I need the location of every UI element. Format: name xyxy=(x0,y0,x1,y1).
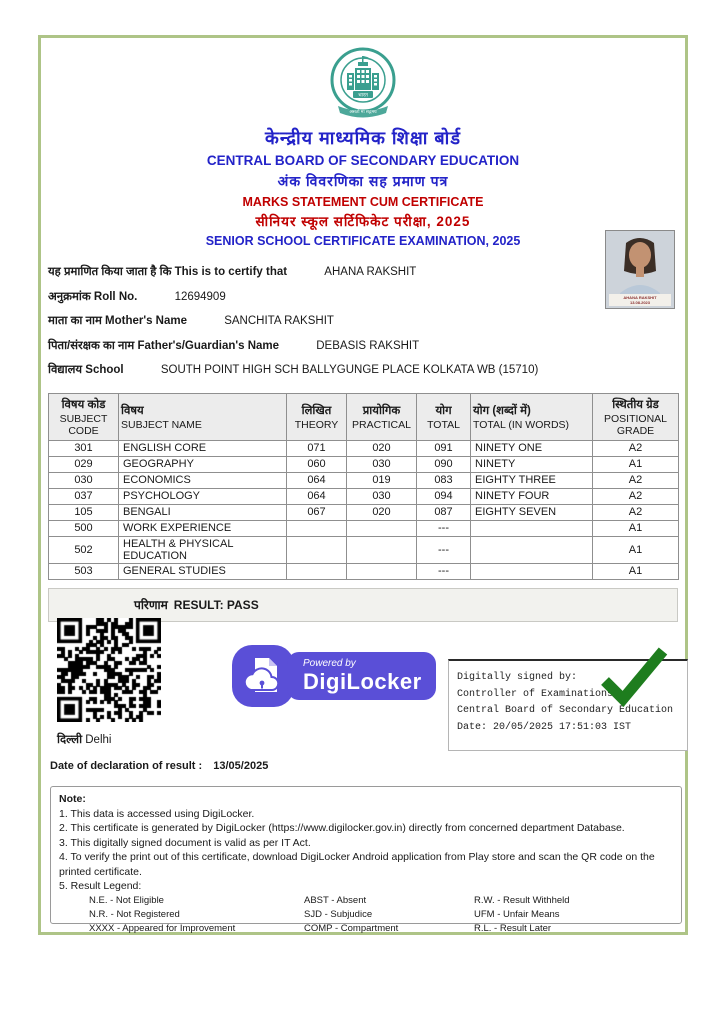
mother-label-hi: माता का नाम xyxy=(48,315,102,327)
marks-table-header-row xyxy=(49,393,679,440)
cell-total: 091 xyxy=(417,440,471,456)
cell-code: 301 xyxy=(49,440,119,456)
cell-name: HEALTH & PHYSICAL EDUCATION xyxy=(119,536,287,563)
cell-words xyxy=(471,520,593,536)
photo-caption-date: 13.08.2023 xyxy=(629,300,651,305)
student-photo xyxy=(605,230,675,309)
mother-line xyxy=(48,309,678,334)
cell-name: BENGALI xyxy=(119,504,287,520)
table-row xyxy=(49,472,679,488)
cell-words: EIGHTY SEVEN xyxy=(471,504,593,520)
certificate-page xyxy=(38,35,688,935)
cell-grade: A1 xyxy=(593,563,679,579)
cell-code: 502 xyxy=(49,536,119,563)
exam-title-hindi: सीनियर स्कूल सर्टिफिकेट परीक्षा, 2025 xyxy=(255,214,471,229)
cell-code: 029 xyxy=(49,456,119,472)
th-total-hi: योग xyxy=(435,404,452,417)
mother-name: SANCHITA RAKSHIT xyxy=(224,315,334,327)
cell-words: EIGHTY THREE xyxy=(471,472,593,488)
cell-theory xyxy=(287,520,347,536)
cell-practical: 020 xyxy=(347,440,417,456)
cell-practical xyxy=(347,536,417,563)
signature-line4: Date: 20/05/2025 17:51:03 IST xyxy=(457,721,632,733)
cell-theory: 067 xyxy=(287,504,347,520)
declaration-label: Date of declaration of result : xyxy=(50,760,203,772)
note-item-1: 1. This data is accessed using DigiLocker. xyxy=(59,807,255,820)
father-label-hi: पिता/संरक्षक का नाम xyxy=(48,339,135,352)
legend-item: UFM - Unfair Means xyxy=(474,908,560,920)
father-name: DEBASIS RAKSHIT xyxy=(316,339,420,352)
th-code-hi: विषय कोड xyxy=(61,398,106,411)
school-name: SOUTH POINT HIGH SCH BALLYGUNGE PLACE KOLKATA WB (15710) xyxy=(160,364,539,376)
legend-item: N.E. - Not Eligible xyxy=(89,894,164,906)
cell-words: NINETY xyxy=(471,456,593,472)
school-line xyxy=(48,358,678,383)
roll-line xyxy=(48,285,678,310)
th-total-en: TOTAL xyxy=(427,418,460,431)
place-english: Delhi xyxy=(85,734,112,746)
cell-theory: 071 xyxy=(287,440,347,456)
table-row xyxy=(49,456,679,472)
cell-name: WORK EXPERIENCE xyxy=(119,520,287,536)
cell-grade: A1 xyxy=(593,520,679,536)
cell-practical xyxy=(347,520,417,536)
th-name-en: SUBJECT NAME xyxy=(121,418,202,431)
place-hindi: दिल्ली xyxy=(57,734,83,746)
cell-total: --- xyxy=(417,536,471,563)
digilocker-badge xyxy=(231,644,436,708)
legend-item: R.W. - Result Withheld xyxy=(474,894,570,906)
th-theory-en: THEORY xyxy=(294,418,339,431)
logo-motto-text: असतो मा सद्गमय xyxy=(349,109,377,114)
declaration-date-line xyxy=(50,760,268,772)
school-label-en: School xyxy=(85,364,124,376)
cell-name: GEOGRAPHY xyxy=(119,456,287,472)
table-row xyxy=(49,536,679,563)
cell-practical: 019 xyxy=(347,472,417,488)
checkmark-icon xyxy=(597,647,669,709)
cbse-logo-icon xyxy=(324,46,402,122)
roll-number: 12694909 xyxy=(174,290,226,303)
place-line xyxy=(57,732,111,747)
note-box xyxy=(50,786,682,934)
cell-words: NINETY ONE xyxy=(471,440,593,456)
cell-total: 094 xyxy=(417,488,471,504)
roll-label-hi: अनुक्रमांक xyxy=(48,290,91,303)
table-row xyxy=(49,488,679,504)
cell-words xyxy=(471,536,593,563)
legend-item: XXXX - Appeared for Improvement xyxy=(89,922,236,934)
result-legend xyxy=(89,894,673,936)
certify-line xyxy=(48,260,678,285)
note-item-4: 4. To verify the print out of this certificate, download DigiLocker Android application from Play store and scan the QR code on the printed certificate. xyxy=(59,851,655,878)
cell-code: 503 xyxy=(49,563,119,579)
legend-item: R.L. - Result Later xyxy=(474,922,552,934)
cell-practical: 020 xyxy=(347,504,417,520)
note-item-3: 3. This digitally signed document is valid as per IT Act. xyxy=(59,836,311,849)
org-name-english: CENTRAL BOARD OF SECONDARY EDUCATION xyxy=(206,153,520,168)
photo-caption-name: AHANA RAKSHIT xyxy=(623,295,657,300)
th-name-hi: विषय xyxy=(121,404,144,417)
qr-code xyxy=(57,618,161,722)
student-info xyxy=(48,260,678,383)
result-value: RESULT: PASS xyxy=(173,597,259,612)
cell-code: 037 xyxy=(49,488,119,504)
th-practical-hi: प्रायोगिक xyxy=(362,404,401,417)
cell-name: ECONOMICS xyxy=(119,472,287,488)
result-label-hi: परिणाम xyxy=(134,598,168,612)
signature-line2: Controller of Examinations xyxy=(457,688,614,700)
digilocker-brand: DigiLocker xyxy=(303,669,422,694)
signature-line3: Central Board of Secondary Education xyxy=(457,705,674,716)
cell-practical: 030 xyxy=(347,456,417,472)
certify-label-en: This is to certify that xyxy=(174,266,288,278)
th-practical-en: PRACTICAL xyxy=(352,418,411,431)
cell-grade: A2 xyxy=(593,472,679,488)
cell-code: 500 xyxy=(49,520,119,536)
cell-words xyxy=(471,563,593,579)
th-words-hi: योग (शब्दों में) xyxy=(473,404,531,417)
digilocker-icon xyxy=(231,644,295,708)
table-row xyxy=(49,563,679,579)
cell-name: GENERAL STUDIES xyxy=(119,563,287,579)
cell-grade: A2 xyxy=(593,504,679,520)
mother-label-en: Mother's Name xyxy=(105,315,188,327)
exam-title-english: SENIOR SCHOOL CERTIFICATE EXAMINATION, 2025 xyxy=(205,234,521,248)
legend-item: SJD - Subjudice xyxy=(304,908,373,920)
signature-line1: Digitally signed by: xyxy=(457,672,578,683)
marks-table xyxy=(48,393,679,580)
legend-item: N.R. - Not Registered xyxy=(89,908,180,920)
th-grade-hi: स्थितीय ग्रेड xyxy=(612,398,659,411)
cell-practical: 030 xyxy=(347,488,417,504)
org-name-hindi: केन्द्रीय माध्यमिक शिक्षा बोर्ड xyxy=(265,128,461,148)
cell-theory: 064 xyxy=(287,472,347,488)
table-row xyxy=(49,504,679,520)
cell-code: 030 xyxy=(49,472,119,488)
cell-theory xyxy=(287,536,347,563)
logo-band-text: भारत xyxy=(358,92,368,99)
cell-theory: 064 xyxy=(287,488,347,504)
father-label-en: Father's/Guardian's Name xyxy=(137,339,280,352)
student-name: AHANA RAKSHIT xyxy=(324,266,417,278)
legend-item: ABST - Absent xyxy=(304,894,367,906)
th-words-en: TOTAL (IN WORDS) xyxy=(473,418,570,431)
cell-total: --- xyxy=(417,563,471,579)
cell-theory: 060 xyxy=(287,456,347,472)
th-theory-hi: लिखित xyxy=(301,404,332,417)
declaration-date: 13/05/2025 xyxy=(213,760,269,772)
cell-theory xyxy=(287,563,347,579)
th-code-en: SUBJECT CODE xyxy=(59,412,108,437)
cell-grade: A1 xyxy=(593,536,679,563)
result-strip xyxy=(48,588,678,622)
school-label-hi: विद्यालय xyxy=(48,364,83,376)
cell-grade: A2 xyxy=(593,440,679,456)
table-row xyxy=(49,440,679,456)
note-item-5: 5. Result Legend: xyxy=(59,880,142,892)
cell-grade: A2 xyxy=(593,488,679,504)
table-row xyxy=(49,520,679,536)
digilocker-wordmark xyxy=(287,652,436,700)
cell-total: 087 xyxy=(417,504,471,520)
cell-code: 105 xyxy=(49,504,119,520)
cell-name: ENGLISH CORE xyxy=(119,440,287,456)
cell-grade: A1 xyxy=(593,456,679,472)
cell-total: 083 xyxy=(417,472,471,488)
roll-label-en: Roll No. xyxy=(93,290,138,303)
doc-title-english: MARKS STATEMENT CUM CERTIFICATE xyxy=(242,195,484,209)
th-grade-en: POSITIONAL GRADE xyxy=(603,412,667,437)
digital-signature-box xyxy=(448,659,688,751)
certificate-header xyxy=(48,46,678,248)
note-title: Note: xyxy=(59,793,86,805)
certify-label-hi: यह प्रमाणित किया जाता है कि xyxy=(48,266,172,278)
cell-total: 090 xyxy=(417,456,471,472)
note-item-2: 2. This certificate is generated by DigiLocker (https://www.digilocker.gov.in) directly from concerned department Database. xyxy=(59,822,625,834)
father-line xyxy=(48,334,678,359)
powered-by-label: Powered by xyxy=(303,658,356,669)
cell-words: NINETY FOUR xyxy=(471,488,593,504)
cell-total: --- xyxy=(417,520,471,536)
legend-item: COMP - Compartment xyxy=(304,922,399,934)
cell-practical xyxy=(347,563,417,579)
cell-name: PSYCHOLOGY xyxy=(119,488,287,504)
doc-title-hindi: अंक विवरणिका सह प्रमाण पत्र xyxy=(277,173,449,189)
